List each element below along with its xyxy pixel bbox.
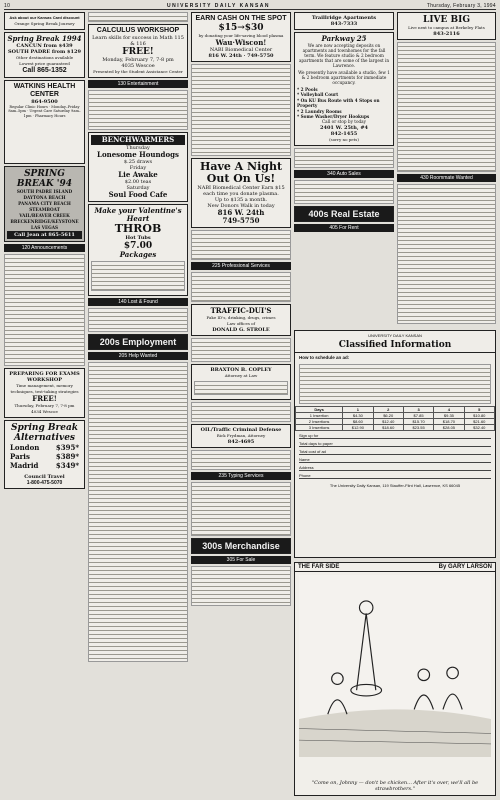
auto-listings xyxy=(294,180,394,204)
for-sale-listings xyxy=(191,566,291,606)
feature-item: * 2 Pools xyxy=(297,87,318,92)
comic-header: THE FAR SIDE By GARY LARSON xyxy=(295,563,495,572)
feature-item: * Some Washer/Dryer Hookups xyxy=(297,114,370,120)
section-professional: 225 Professional Services xyxy=(191,262,291,270)
form-field[interactable]: Name xyxy=(299,457,491,463)
benchwarmers-ad: BENCHWARMERS Thursday Lonesome Houndogs $.25 draws Friday Lie Awake $2.00 teas Saturday Soul Food Cafe xyxy=(88,132,188,202)
earn-cash-ad: EARN CASH ON THE SPOT $15→$30 by donating your life-saving blood plasma Wau·Wiscon! NABI Biomedical Center 816 W. 24th · 749-5750 xyxy=(191,12,291,62)
destination-item: STEAMBOAT xyxy=(29,207,60,212)
spring-break-94-ad: SPRING BREAK '94 SOUTH PADRE ISLAND DAYTONA BEACH PANAMA CITY BEACH STEAMBOAT VAIL/BEAVER CREEK BRECKENRIDGE/KEYSTONE LAS VEGAS Call Jean at 865-5611 xyxy=(4,166,85,242)
rate-cell: $18.70 xyxy=(434,419,464,425)
fare-price: $389* xyxy=(55,452,79,461)
rate-cell: $8.60 xyxy=(343,419,373,425)
rent-listings xyxy=(397,42,496,172)
destination-item: DAYTONA BEACH xyxy=(23,195,66,200)
braxton-details xyxy=(194,381,288,395)
column-5 xyxy=(397,12,496,352)
parkway-ad: Parkway 25 We are now accepting deposits on apartments and townhomes for the fall term. We feature studio & 2 bedroom apartments that are some of the largest in Lawrence. We presently have available a studio, few 1 & 2 bedroom apartments for immediate occupancy. * 2 Pools * Volleyball Court * On KU Bus Route with 4 Stops on Property * 2 Laundry Rooms * Some Washer/Dryer Hookups Call or stop by today 2401 W. 25th, #4 842-1455 (sorry no pets) xyxy=(294,32,394,146)
rate-header-cell: 3 xyxy=(403,407,433,413)
destination-item: PANAMA CITY BEACH xyxy=(18,201,71,206)
rate-cell: $32.40 xyxy=(464,425,494,431)
form-title: Classified Information xyxy=(295,338,495,353)
page-date: Thursday, February 3, 1994 xyxy=(426,2,496,9)
real-estate-header: 400s Real Estate xyxy=(294,206,394,222)
spring-break-ad: Spring Break 1994 CANCUN from $439 SOUTH PADRE from $129 Other destinations available Lowest price guaranteed Call 865-1352 xyxy=(4,32,85,78)
rate-header-cell: 1 xyxy=(343,407,373,413)
section-typing: 235 Typing Services xyxy=(191,472,291,480)
form-fields xyxy=(295,433,495,479)
rate-header-cell: Days xyxy=(296,407,343,413)
rate-cell: $21.60 xyxy=(464,419,494,425)
rate-cell: $6.20 xyxy=(373,413,403,419)
rate-header-cell: 2 xyxy=(373,407,403,413)
section-for-sale: 305 For Sale xyxy=(191,556,291,564)
section-entertainment: 130 Entertainment xyxy=(88,80,188,88)
rate-cell: $4.30 xyxy=(343,413,373,419)
rate-cell: 3 Insertions xyxy=(296,425,343,431)
merchandise-header: 300s Merchandise xyxy=(191,538,291,554)
roommate-listings xyxy=(397,184,496,324)
professional-listings-3 xyxy=(191,402,291,422)
for-sale-listings-2 xyxy=(294,148,394,168)
employment-header: 200s Employment xyxy=(88,334,188,350)
braxton-ad: BRAXTON B. COPLEY Attorney at Law xyxy=(191,364,291,400)
oil-traffic-ad: OIL/Traffic Criminal Defense Rick Frydman, Attorney 842-4695 xyxy=(191,424,291,448)
page-header xyxy=(4,2,496,10)
feature-list xyxy=(297,87,391,119)
rate-cell: $7.85 xyxy=(403,413,433,419)
traillridge-ad: Traillridge Apartments 843-7333 xyxy=(294,12,394,30)
rate-cell: 2 Insertions xyxy=(296,419,343,425)
live-big-ad: LIVE BIG Live next to campus at Berkeley Flats 843-2116 xyxy=(397,12,496,40)
rate-cell: $15.70 xyxy=(403,419,433,425)
fare-item xyxy=(7,452,82,461)
fare-price: $349* xyxy=(55,461,79,470)
destination-list xyxy=(7,189,82,231)
form-field[interactable]: Address xyxy=(299,465,491,471)
form-instructions xyxy=(299,364,491,404)
feature-item: * Volleyball Court xyxy=(297,92,339,98)
rate-cell: $10.80 xyxy=(464,413,494,419)
column-2 xyxy=(88,12,188,798)
entertainment-listings xyxy=(88,90,188,130)
rate-cell: $18.60 xyxy=(373,425,403,431)
table-row xyxy=(296,425,495,431)
rate-header-cell: 4 xyxy=(434,407,464,413)
fare-list xyxy=(7,443,82,470)
spring-break-alternatives-ad: Spring Break Alternatives London $395* Paris $389* Madrid $349* Council Travel 1-800-475-5070 xyxy=(4,420,85,489)
have-night-out-ad: Have A Night Out On Us! NABI Biomedical Center Earn $15 each time you donate plasma. Up to $135 a month. New Donors Walk in today 816 W. 24th 749-5750 xyxy=(191,158,291,228)
fare-price: $395* xyxy=(55,443,79,452)
professional-listings xyxy=(191,272,291,302)
destination-item: SOUTH PADRE ISLAND xyxy=(16,189,73,194)
paper-title: UNIVERSITY DAILY KANSAN xyxy=(166,2,271,9)
feature-item: * On KU Bus Route with 4 Stops on Property xyxy=(297,97,380,109)
rate-table xyxy=(295,406,495,431)
help-wanted-listings xyxy=(88,362,188,662)
far-side-comic xyxy=(294,562,496,796)
preparing-exams-ad: PREPARING FOR EXAMS WORKSHOP Time management, memory techniques, test-taking strategies FREE! Thursday, February 7, 7-8 pm 4034 Wescoe xyxy=(4,368,85,418)
calculus-workshop-ad: CALCULUS WORKSHOP Learn skills for success in Math 115 & 116 FREE! Monday, February 7, 7-8 pm 4035 Wescoe Presented by the Student Assistance Center xyxy=(88,24,188,78)
destination-item: BRECKENRIDGE/KEYSTONE xyxy=(10,219,79,224)
classified-order-form: UNIVERSITY DAILY KANSAN Classified Information How to schedule an ad: Days 1 2 3 4 5 1 Insertion $4.30 $6.20 $7.85 $9.35 $10.80 2 Insertions $8.60 $12.40 $15.70 $18.70 $21.60 3 Insertions $12.90 $18.60 $23.55 $28.05 $32.40 Sign up for Total days to paper Total cost of ad Name Address Phone The University Daily Kansan, 119 Stauffer-Flint Hall, Lawrence, KS 66045 xyxy=(294,330,496,558)
professional-listings-4 xyxy=(191,450,291,470)
section-help-wanted: 205 Help Wanted xyxy=(88,352,188,360)
comic-illustration xyxy=(299,575,491,757)
typing-listings xyxy=(191,482,291,536)
kansas-card-ad: Ask about our Kansas Card discount Orange Spring Break Journey xyxy=(4,12,85,30)
fare-city: Madrid xyxy=(10,461,39,470)
rate-cell: $9.35 xyxy=(434,413,464,419)
watkins-health-ad: WATKINS HEALTH CENTER 864-9500 Regular Clinic Hours · Monday–Friday 8am–5pm · Urgent Care Saturday 9am–1pm · Pharmacy Hours xyxy=(4,80,85,164)
traffic-dui-ad: TRAFFIC-DUI'S Fake ID's, drinking, drugs, crimes Law offices of DONALD G. STROLE xyxy=(191,304,291,336)
rate-cell: $12.40 xyxy=(373,419,403,425)
form-field[interactable]: Total days to paper xyxy=(299,441,491,447)
valentine-details xyxy=(91,261,185,291)
top-notice xyxy=(88,12,188,22)
fare-city: London xyxy=(10,443,40,452)
employment-listings xyxy=(191,64,291,156)
section-for-rent: 405 For Rent xyxy=(294,224,394,232)
destination-item: VAIL/BEAVER CREEK xyxy=(19,213,70,218)
form-field[interactable]: Phone xyxy=(299,473,491,479)
column-1 xyxy=(4,12,85,798)
section-announcements: 120 Announcements xyxy=(4,244,85,252)
professional-listings-2 xyxy=(191,338,291,362)
announcement-listings xyxy=(4,254,85,366)
rate-cell: $23.55 xyxy=(403,425,433,431)
fare-city: Paris xyxy=(10,452,30,461)
section-lost-found: 140 Lost & Found xyxy=(88,298,188,306)
rate-cell: $12.90 xyxy=(343,425,373,431)
rate-cell: $28.05 xyxy=(434,425,464,431)
destination-item: LAS VEGAS xyxy=(31,225,58,230)
fare-item xyxy=(7,461,82,470)
form-field[interactable]: Sign up for xyxy=(299,433,491,439)
valentine-ad: Make your Valentine's Heart THROB Hot Tubs $7.00 Packages xyxy=(88,204,188,296)
comic-caption: "Come on, Johnny — don't be chicken... After it's over, we'll all be strawbrothers." xyxy=(311,780,479,792)
feature-item: * 2 Laundry Rooms xyxy=(297,108,342,114)
rate-header-cell: 5 xyxy=(464,407,494,413)
section-roommate: 430 Roommate Wanted xyxy=(397,174,496,182)
column-4 xyxy=(294,12,394,328)
page-number: 10 xyxy=(4,2,11,9)
section-autos: 340 Auto Sales xyxy=(294,170,394,178)
column-3 xyxy=(191,12,291,798)
employment-listings-2 xyxy=(191,230,291,260)
lost-found-listings xyxy=(88,308,188,332)
fare-item xyxy=(7,443,82,452)
form-field[interactable]: Total cost of ad xyxy=(299,449,491,455)
rate-cell: 1 Insertion xyxy=(296,413,343,419)
